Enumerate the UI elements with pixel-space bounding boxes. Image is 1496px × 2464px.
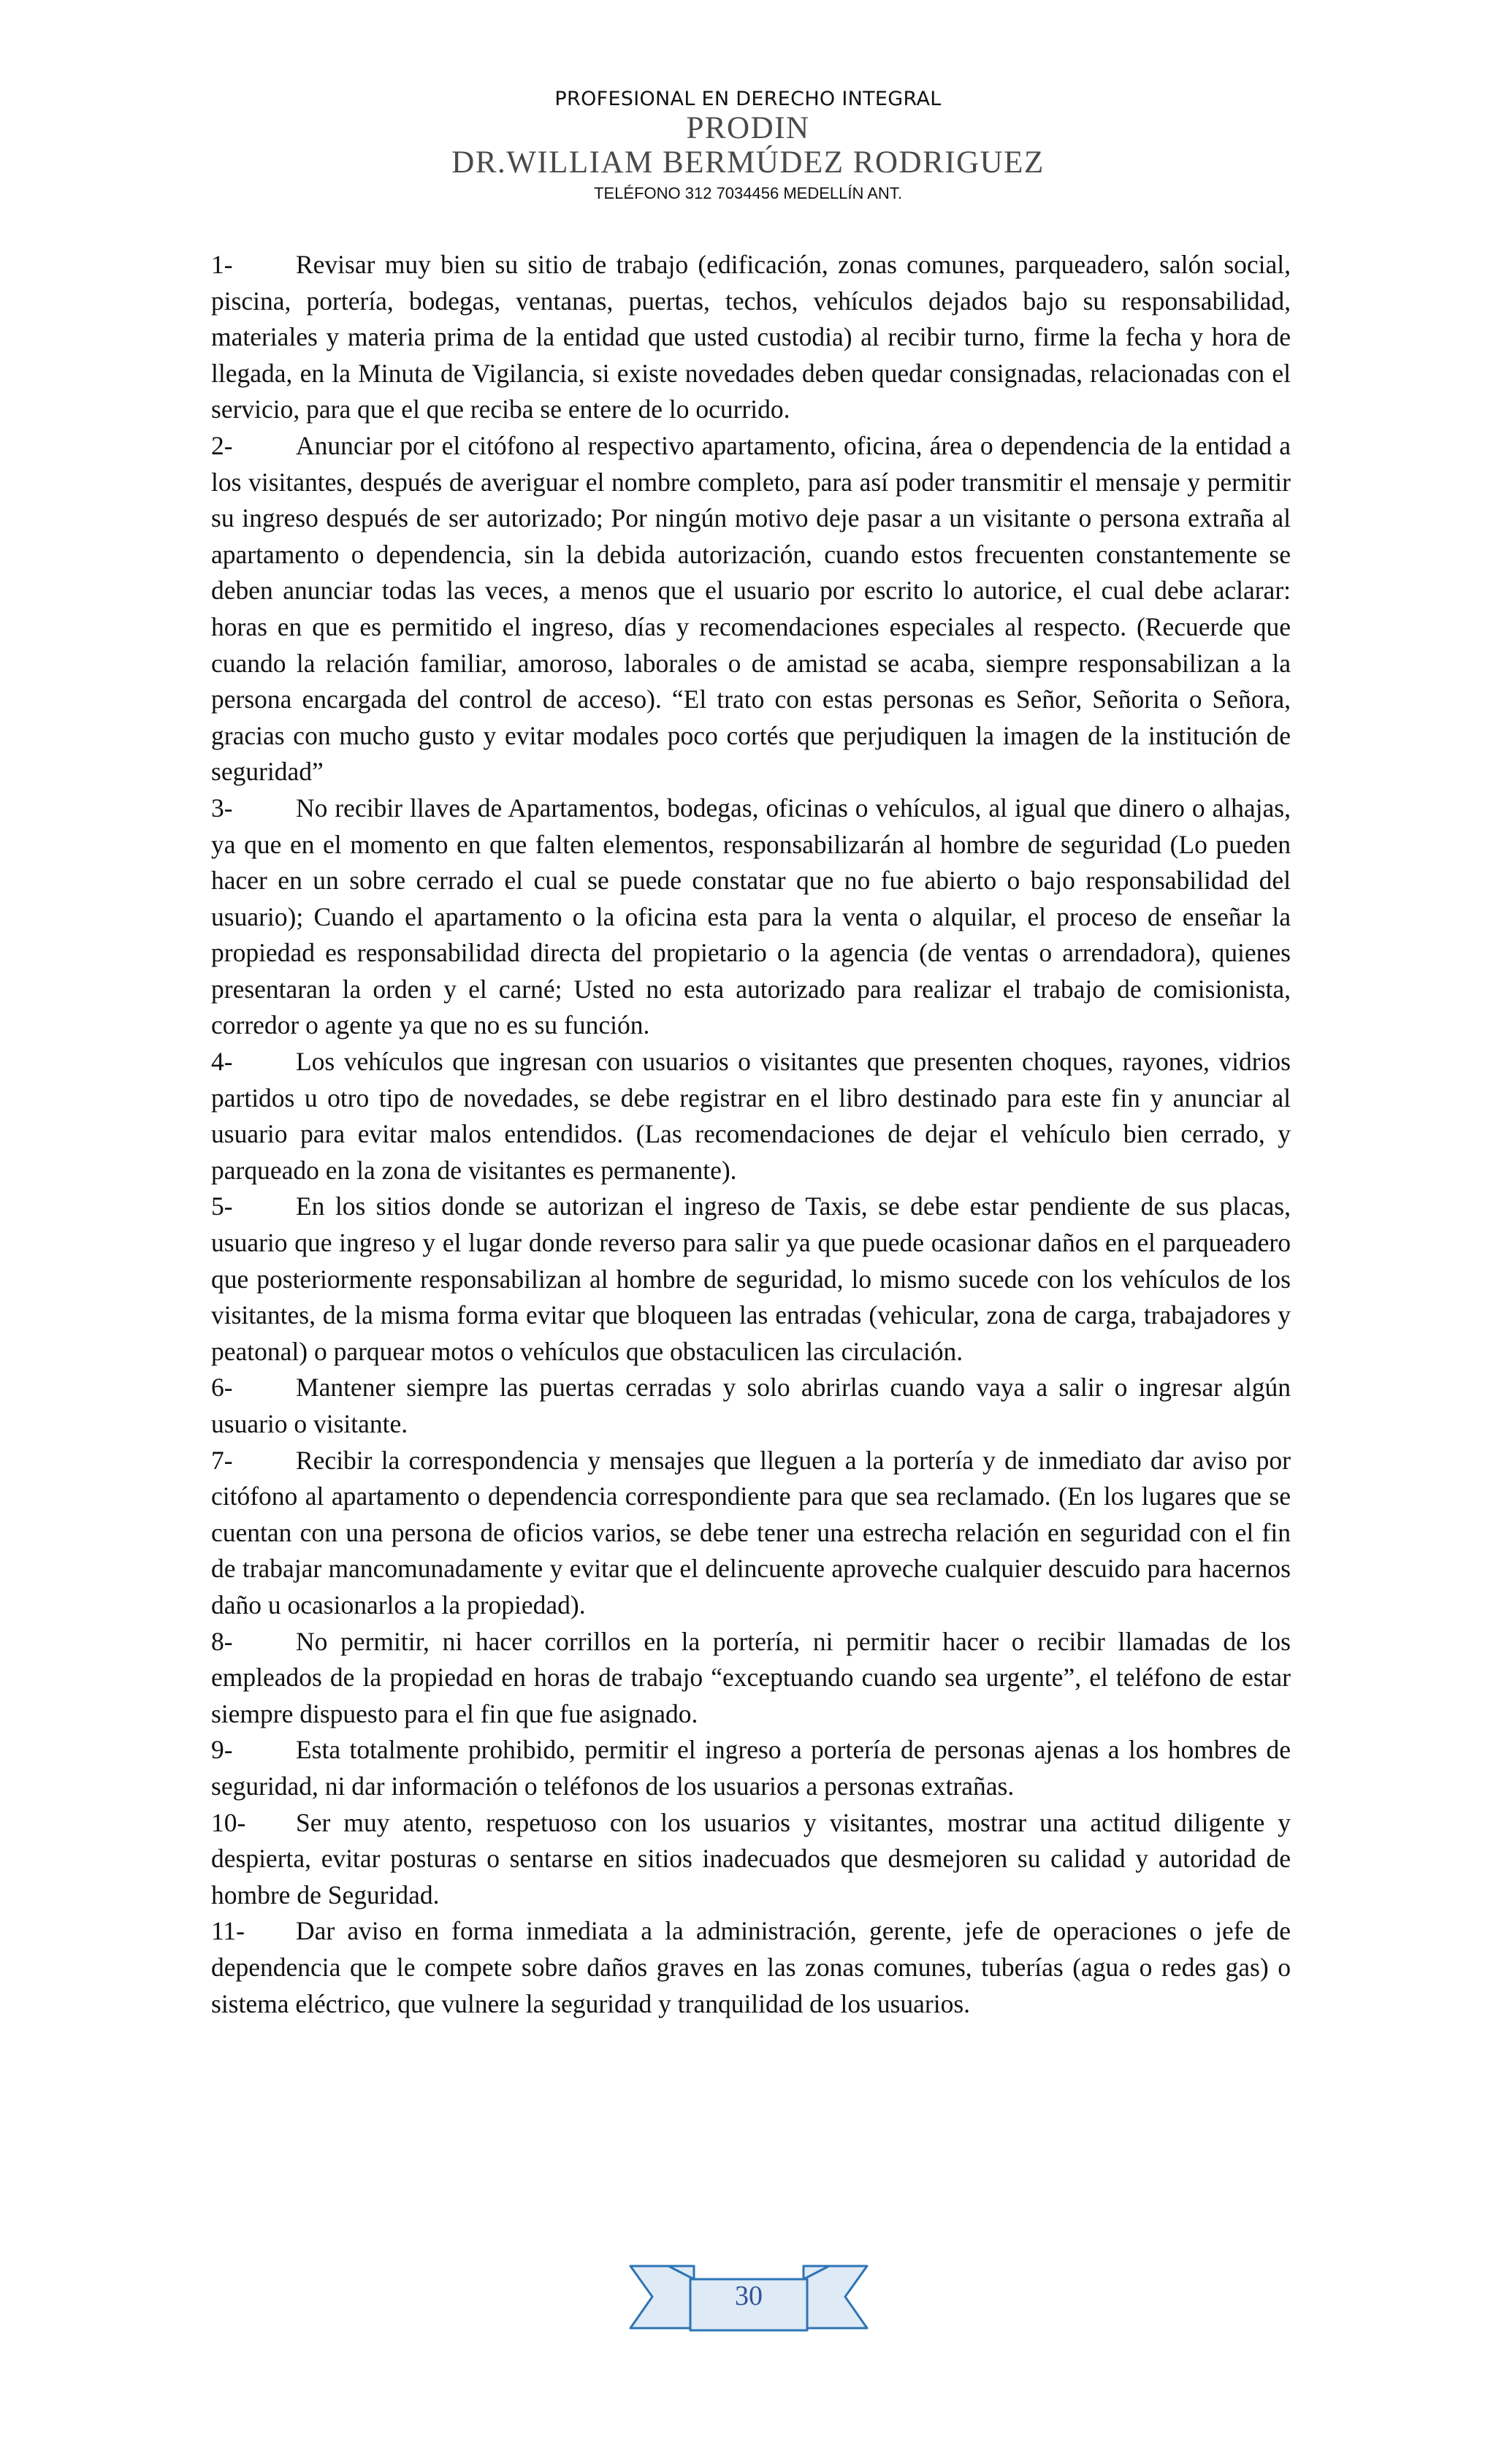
list-item bbox=[211, 1189, 1291, 1370]
item-number: 9- bbox=[211, 1735, 233, 1765]
item-text: Revisar muy bien su sitio de trabajo (edificación, zonas comunes, parqueadero, salón social, piscina, portería, bodegas, ventanas, puertas, techos, vehículos dejados bajo su responsabilidad, materiales y materia prima de la entidad que usted custodia) al recibir turno, firme la fecha y hora de llegada, en la Minuta de Vigilancia, si existe novedades deben quedar consignadas, relacionadas con el servicio, para que el que reciba se entere de lo ocurrido. bbox=[211, 250, 1291, 424]
list-item bbox=[211, 1370, 1291, 1442]
header-phone: TELÉFONO 312 7034456 MEDELLÍN ANT. bbox=[594, 184, 902, 202]
list-item bbox=[211, 1732, 1291, 1804]
list-item bbox=[211, 1913, 1291, 2022]
item-number: 4- bbox=[211, 1047, 233, 1077]
item-number: 10- bbox=[211, 1807, 246, 1837]
document-body bbox=[211, 247, 1291, 2022]
item-number: 5- bbox=[211, 1191, 233, 1221]
list-item bbox=[211, 1805, 1291, 1914]
header-author: DR.WILLIAM BERMÚDEZ RODRIGUEZ bbox=[451, 145, 1045, 180]
list-item bbox=[211, 1044, 1291, 1189]
item-text: Esta totalmente prohibido, permitir el ingreso a portería de personas ajenas a los hombres de seguridad, ni dar información o teléfonos de los usuarios a personas extrañas. bbox=[211, 1735, 1291, 1801]
page-header bbox=[0, 86, 1496, 206]
header-brand: PRODIN bbox=[686, 111, 810, 145]
item-number: 8- bbox=[211, 1626, 233, 1656]
header-profession: PROFESIONAL EN DERECHO INTEGRAL bbox=[554, 88, 942, 110]
list-item bbox=[211, 428, 1291, 790]
item-text: Recibir la correspondencia y mensajes que lleguen a la portería y de inmediato dar aviso por citófono al apartamento o dependencia correspondiente para que sea reclamado. (En los lugares que se cuentan con una persona de oficios varios, se debe tener una estrecha relación en seguridad con el fin de trabajar mancomunadamente y evitar que el delincuente aproveche cualquier descuido para hacernos daño u ocasionarlos a la propiedad). bbox=[211, 1445, 1291, 1620]
item-text: No recibir llaves de Apartamentos, bodegas, oficinas o vehículos, al igual que dinero o alhajas, ya que en el momento en que falten elementos, responsabilizarán al hombre de seguridad (Lo pueden hacer en un sobre cerrado el cual se puede constatar que no fue abierto o bajo responsabilidad del usuario); Cuando el apartamento o la oficina esta para la venta o alquilar, el proceso de enseñar la propiedad es responsabilidad directa del propietario o la agencia (de ventas o arrendadora), quienes presentaran la orden y el carné; Usted no esta autorizado para realizar el trabajo de comisionista, corredor o agente ya que no es su función. bbox=[211, 793, 1291, 1040]
item-text: No permitir, ni hacer corrillos en la portería, ni permitir hacer o recibir llamadas de los empleados de la propiedad en horas de trabajo “exceptuando cuando sea urgente”, el teléfono de estar siempre dispuesto para el fin que fue asignado. bbox=[211, 1626, 1291, 1728]
item-number: 3- bbox=[211, 793, 233, 823]
item-text: Ser muy atento, respetuoso con los usuarios y visitantes, mostrar una actitud diligente y despierta, evitar posturas o sentarse en sitios inadecuados que desmejoren su calidad y autoridad de hombre de Seguridad. bbox=[211, 1807, 1291, 1910]
item-text: Anunciar por el citófono al respectivo apartamento, oficina, área o dependencia de la entidad a los visitantes, después de averiguar el nombre completo, para así poder transmitir el mensaje y permitir su ingreso después de ser autorizado; Por ningún motivo deje pasar a un visitante o persona extraña al apartamento o dependencia, sin la debida autorización, cuando estos frecuenten constantemente se deben anunciar todas las veces, a menos que el usuario por escrito lo autorice, el cual debe aclarar: horas en que es permitido el ingreso, días y recomendaciones especiales al respecto. (Recuerde que cuando la relación familiar, amoroso, laborales o de amistad se acaba, siempre responsabilizan a la persona encargada del control de acceso). “El trato con estas personas es Señor, Señorita o Señora, gracias con mucho gusto y evitar modales poco cortés que perjudiquen la imagen de la institución de seguridad” bbox=[211, 430, 1291, 787]
item-number: 6- bbox=[211, 1373, 233, 1403]
item-number: 11- bbox=[211, 1916, 245, 1946]
item-text: Los vehículos que ingresan con usuarios o visitantes que presenten choques, rayones, vidrios partidos u otro tipo de novedades, se debe registrar en el libro destinado para este fin y anunciar al usuario para evitar malos entendidos. (Las recomendaciones de dejar el vehículo bien cerrado, y parqueado en la zona de visitantes es permanente). bbox=[211, 1047, 1291, 1185]
item-number: 7- bbox=[211, 1445, 233, 1475]
item-text: Mantener siempre las puertas cerradas y solo abrirlas cuando vaya a salir o ingresar algún usuario o visitante. bbox=[211, 1373, 1291, 1438]
list-item bbox=[211, 1624, 1291, 1733]
list-item bbox=[211, 247, 1291, 428]
item-number: 1- bbox=[211, 250, 233, 279]
list-item bbox=[211, 790, 1291, 1044]
item-text: En los sitios donde se autorizan el ingreso de Taxis, se debe estar pendiente de sus placas, usuario que ingreso y el lugar donde reverso para salir ya que puede ocasionar daños en el parqueadero que posteriormente responsabilizan al hombre de seguridad, lo mismo sucede con los vehículos de los visitantes, de la misma forma evitar que bloqueen las entradas (vehicular, zona de carga, trabajadores y peatonal) o parquear motos o vehículos que obstaculicen las circulación. bbox=[211, 1191, 1291, 1366]
item-number: 2- bbox=[211, 430, 233, 460]
item-text: Dar aviso en forma inmediata a la administración, gerente, jefe de operaciones o jefe de dependencia que le compete sobre daños graves en las zonas comunes, tuberías (agua o redes gas) o sistema eléctrico, que vulnere la seguridad y tranquilidad de los usuarios. bbox=[211, 1916, 1291, 2018]
page-number: 30 bbox=[735, 2281, 763, 2311]
page-footer bbox=[625, 2251, 873, 2339]
list-item bbox=[211, 1443, 1291, 1624]
